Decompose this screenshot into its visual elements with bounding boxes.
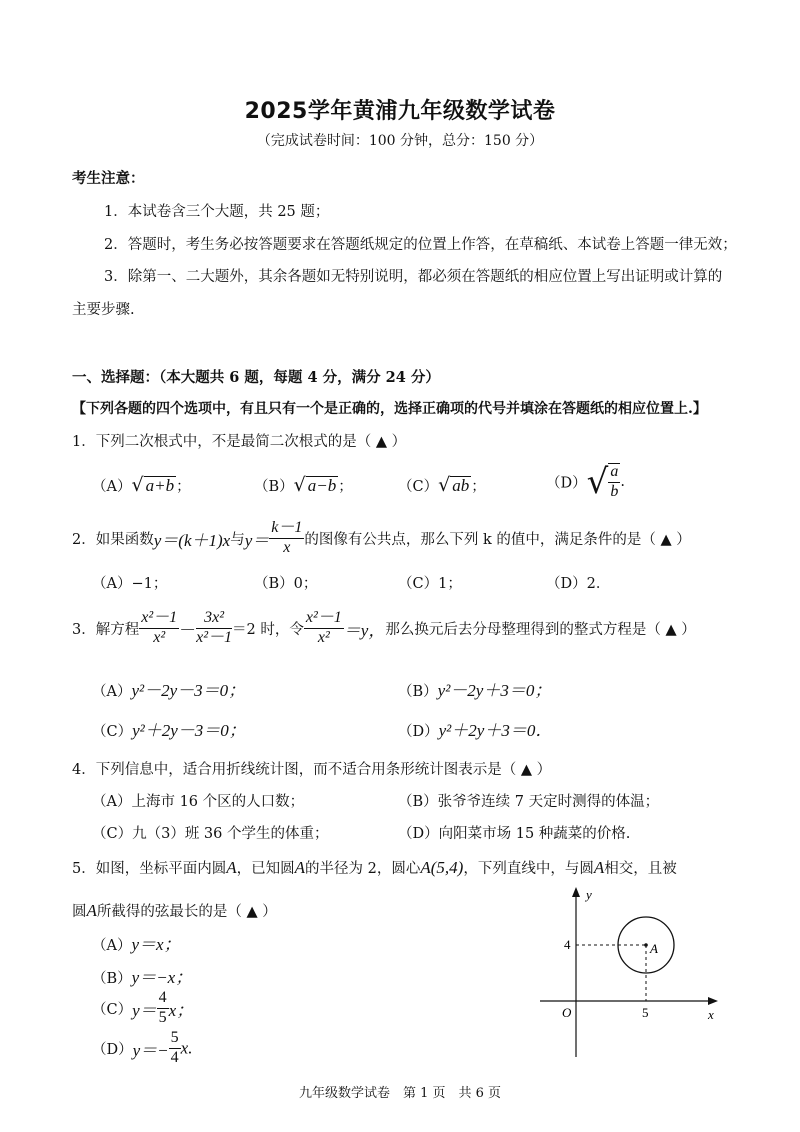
q3-option-c: （C）y²＋2y－3＝0； [92, 721, 246, 740]
q1-option-b: （B）√ a−b ； [254, 474, 353, 496]
coordinate-figure [530, 885, 730, 1065]
q5-option-c: （C）y＝ $\frac{4}{5}$ x； [92, 989, 194, 1026]
q2-stem: 2．如果函数y＝(k＋1)x与y＝ $\frac{k-1}{x}$ 的图像有公共点，那么下列 k 的值中，满足条件的是（ ▲ ） [72, 519, 691, 556]
q2-option-c: （C）1； [398, 576, 462, 592]
page-title: 2025学年黄浦九年级数学试卷 [244, 99, 556, 124]
q2-option-b: （B）0； [254, 576, 318, 592]
q4-stem: 4．下列信息中，适合用折线统计图，而不适合用条形统计图表示是（ ▲ ） [72, 762, 552, 778]
section1-heading: 一、选择题：（本大题共 6 题，每题 4 分，满分 24 分） [72, 369, 440, 386]
q4-option-a: （A）上海市 16 个区的人口数； [92, 794, 305, 810]
origin-label: O [562, 1005, 572, 1020]
x-axis-label: x [708, 1007, 714, 1022]
q5-stem-line1: 5．如图，坐标平面内圆A，已知圆A的半径为 2，圆心A(5,4)，下列直线中，与圆A相交，且被 [72, 858, 677, 877]
notice-item-3: 3．除第一、二大题外，其余各题如无特别说明，都必须在答题纸的相应位置上写出证明或计算的 [104, 269, 723, 285]
q5-option-b: （B）y＝−x； [92, 968, 193, 987]
q1-stem: 1．下列二次根式中，不是最简二次根式的是（ ▲ ） [72, 434, 407, 450]
q3-option-d: （D）y²＋2y＋3＝0． [398, 721, 553, 740]
q1-option-d: （D）√ $\frac{a}{b}$ . [546, 462, 625, 502]
q2-option-a: （A）−1； [92, 576, 168, 592]
q5-option-a: （A）y＝x； [92, 935, 181, 954]
y-axis-arrow [572, 887, 580, 897]
q3-option-a: （A）y²－2y－3＝0； [92, 681, 246, 700]
tick-x-label: 5 [642, 1005, 649, 1020]
x-axis-arrow [708, 997, 718, 1005]
q3-option-b: （B）y²－2y＋3＝0； [398, 681, 552, 700]
q1-option-a: （A）√ a+b ； [92, 474, 191, 496]
q3-stem: 3．解方程 $\frac{\text{x²－1}}{\text{x²}}$ － $\frac{\text{3x²}}{\text{x²－1}}$ ＝2 时，令 $\frac{\text{x²－1}}{\text{x²}}$ ＝y，那么换元后去分母整理得到的整式方程是（ ▲ ） [72, 609, 696, 646]
section1-instruction: 【下列各题的四个选项中，有且只有一个是正确的，选择正确项的代号并填涂在答题纸的相应位置上.】 [72, 401, 707, 417]
notice-heading: 考生注意： [72, 170, 145, 187]
notice-item-1: 1．本试卷含三个大题，共 25 题； [104, 204, 330, 220]
notice-item-2: 2．答题时，考生务必按答题要求在答题纸规定的位置上作答，在草稿纸、本试卷上答题一律无效； [104, 237, 737, 253]
q4-option-b: （B）张爷爷连续 7 天定时测得的体温； [398, 794, 660, 810]
page-footer: 九年级数学试卷 第 1 页 共 6 页 [298, 1086, 502, 1101]
q5-option-d: （D）y＝− $\frac{5}{4}$ x. [92, 1029, 193, 1066]
y-axis-label: y [586, 887, 592, 902]
q2-option-d: （D）2． [546, 576, 611, 592]
tick-y-label: 4 [564, 937, 571, 952]
q4-option-d: （D）向阳菜市场 15 种蔬菜的价格. [398, 826, 631, 842]
q1-option-c: （C）√ ab ； [398, 474, 486, 496]
q4-option-c: （C）九（3）班 36 个学生的体重； [92, 826, 329, 842]
center-point-a [644, 943, 648, 947]
page-subtitle: （完成试卷时间：100 分钟，总分：150 分） [256, 133, 544, 149]
center-label: A [650, 941, 658, 956]
q5-stem-line2: 圆A所截得的弦最长的是（ ▲ ） [72, 901, 277, 920]
notice-item-3-continued: 主要步骤. [72, 302, 135, 318]
